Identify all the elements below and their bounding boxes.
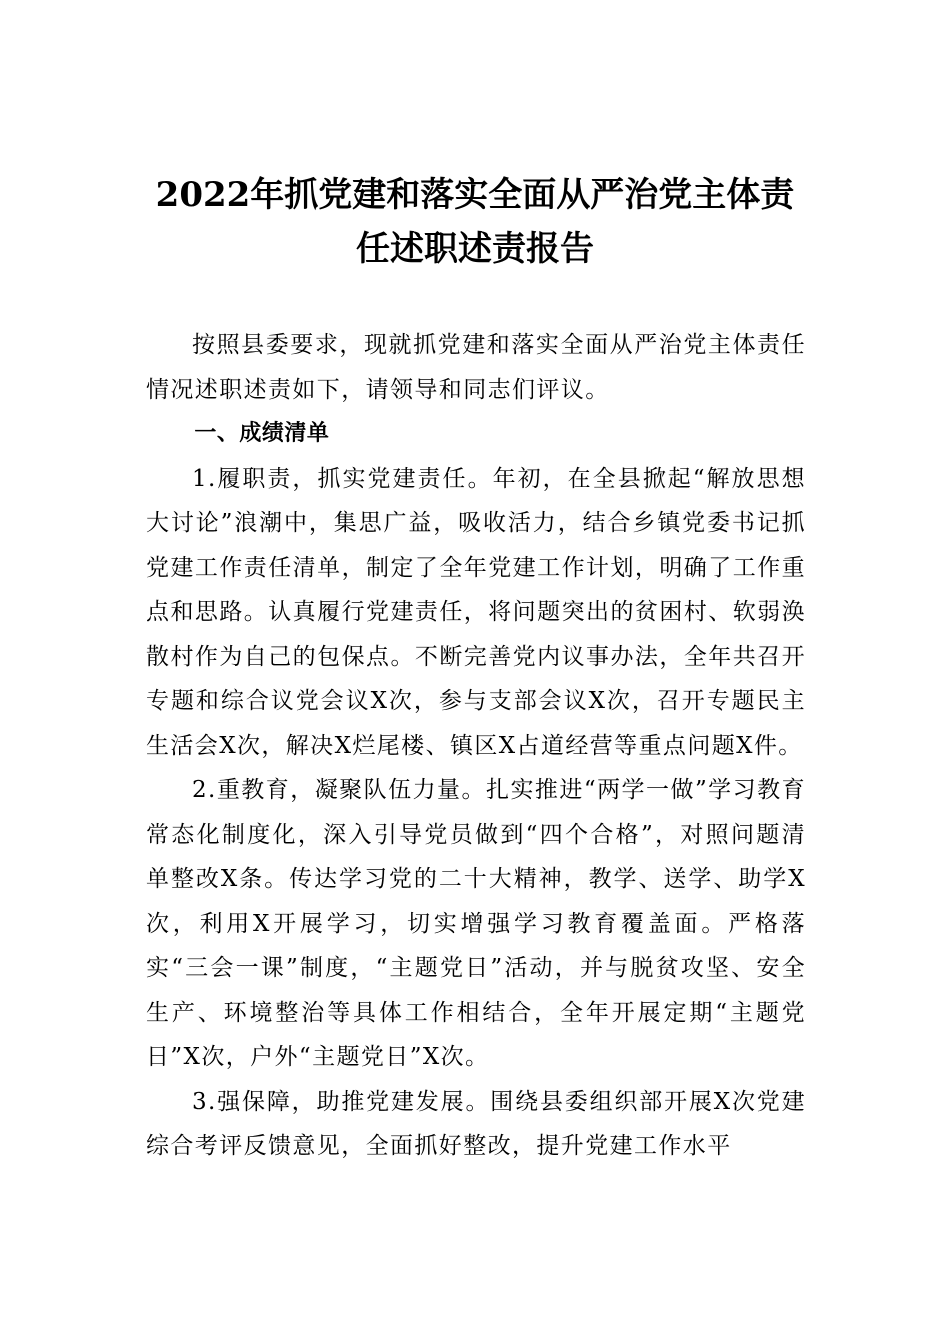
paragraph-guarantee: 3.强保障，助推党建发展。围绕县委组织部开展X次党建综合考评反馈意见，全面抓好整改，提升党建工作水平 [146, 1088, 806, 1159]
document-body [146, 323, 806, 1169]
intro-paragraph: 按照县委要求，现就抓党建和落实全面从严治党主体责任情况述职述责如下，请领导和同志们评议。 [146, 332, 806, 403]
paragraph-education: 2.重教育，凝聚队伍力量。扎实推进“两学一做”学习教育常态化制度化，深入引导党员做到“四个合格”，对照问题清单整改X条。传达学习党的二十大精神，教学、送学、助学X次，利用X开展学习，切实增强学习教育覆盖面。严格落实“三会一课”制度，“主题党日”活动，并与脱贫攻坚、安全生产、环境整治等具体工作相结合，全年开展定期“主题党日”X次，户外“主题党日”X次。 [146, 777, 806, 1070]
section-heading-achievements: 一、成绩清单 [194, 421, 330, 446]
document-title: 2022年抓党建和落实全面从严治党主体责任述职述责报告 [155, 175, 795, 269]
paragraph-duty: 1.履职责，抓实党建责任。年初，在全县掀起“解放思想大讨论”浪潮中，集思广益，吸收活力，结合乡镇党委书记抓党建工作责任清单，制定了全年党建工作计划，明确了工作重点和思路。认真履行党建责任，将问题突出的贫困村、软弱涣散村作为自己的包保点。不断完善党内议事办法，全年共召开专题和综合议党会议X次，参与支部会议X次，召开专题民主生活会X次，解决X烂尾楼、镇区X占道经营等重点问题X件。 [146, 465, 806, 759]
